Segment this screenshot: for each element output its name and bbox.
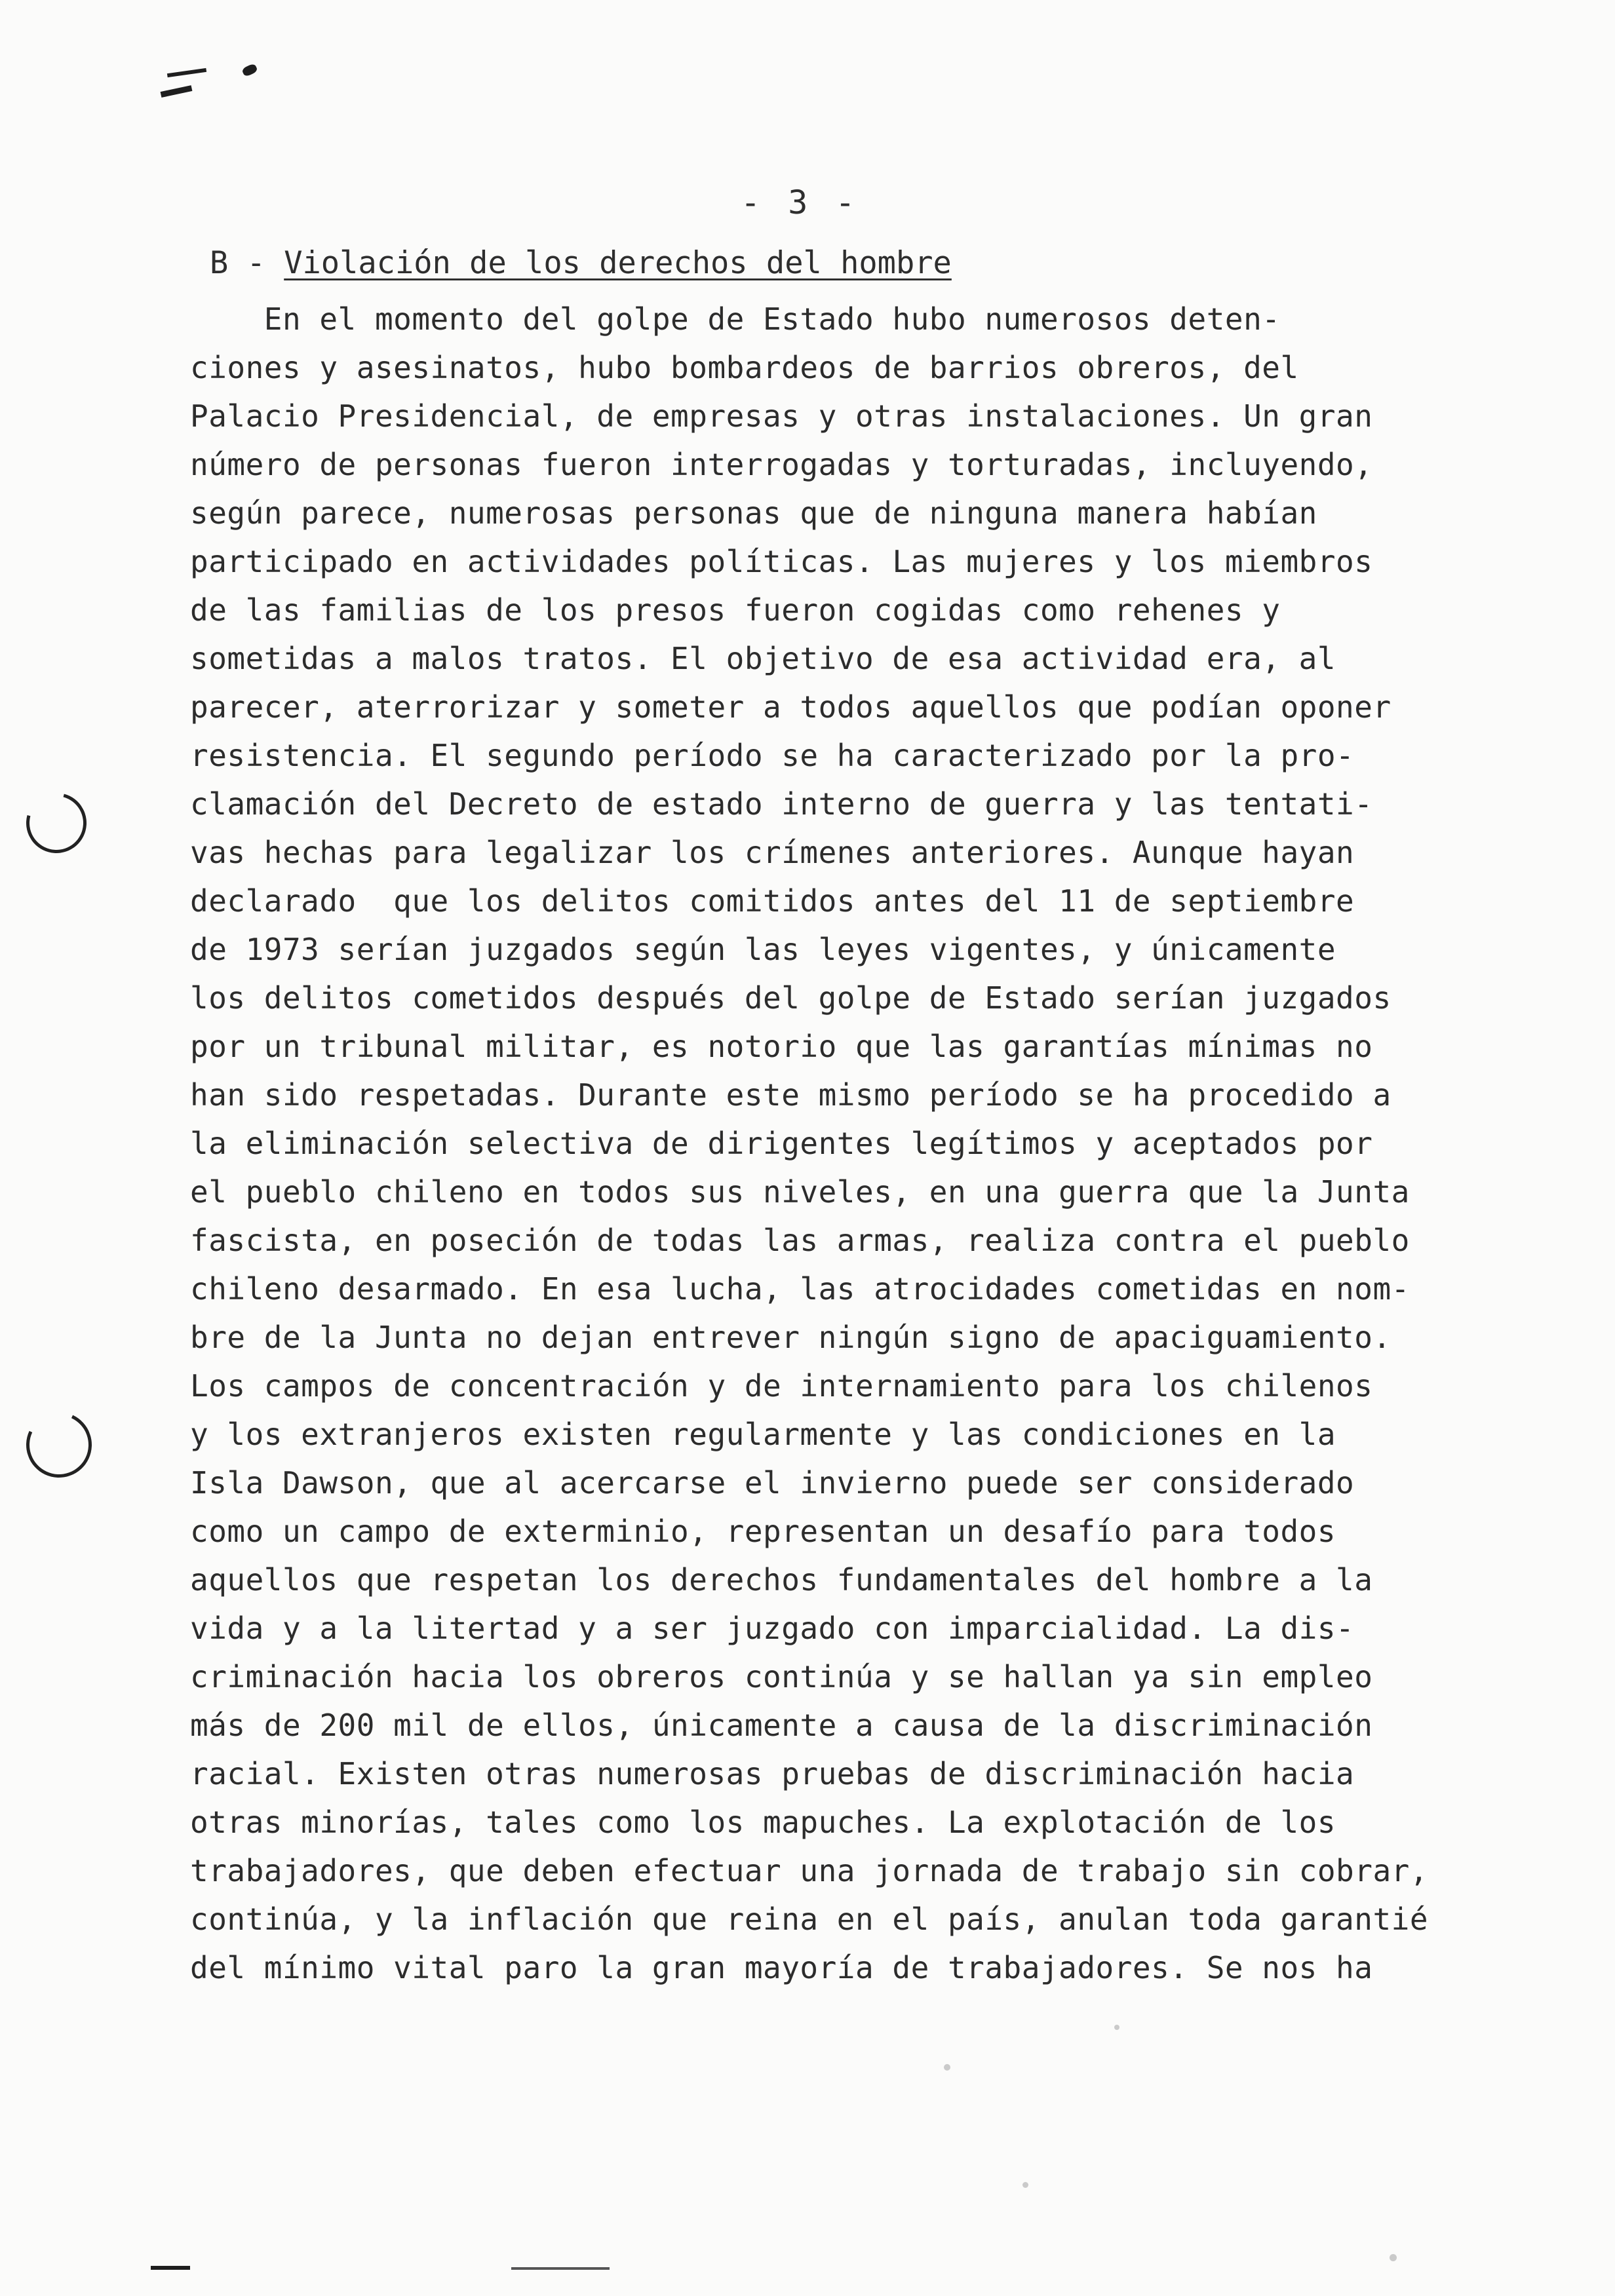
text-line: chileno desarmado. En esa lucha, las atrocidades cometidas en nom- (190, 1271, 1410, 1307)
text-line: el pueblo chileno en todos sus niveles, en una guerra que la Junta (190, 1174, 1410, 1210)
scan-speck (1114, 2025, 1119, 2030)
text-line: por un tribunal militar, es notorio que las garantías mínimas no (190, 1029, 1373, 1064)
scan-speck (1022, 2182, 1028, 2188)
text-line: vida y a la litertad y a ser juzgado con imparcialidad. La dis- (190, 1611, 1355, 1646)
section-heading (210, 245, 952, 281)
text-line: fascista, en poseción de todas las armas, realiza contra el pueblo (190, 1223, 1410, 1258)
text-line: los delitos cometidos después del golpe de Estado serían juzgados (190, 980, 1391, 1016)
section-letter: B - (210, 245, 284, 281)
scan-mark-bottom-left (151, 2266, 190, 2270)
text-line: más de 200 mil de ellos, únicamente a causa de la discriminación (190, 1708, 1373, 1743)
text-line: y los extranjeros existen regularmente y las condiciones en la (190, 1417, 1336, 1452)
text-line: la eliminación selectiva de dirigentes legítimos y aceptados por (190, 1126, 1373, 1161)
punch-hole-upper (15, 782, 98, 864)
section-title: Violación de los derechos del hombre (284, 245, 952, 281)
text-line: clamación del Decreto de estado interno de guerra y las tentati- (190, 786, 1373, 822)
text-line: parecer, aterrorizar y someter a todos aquellos que podían oponer (190, 689, 1391, 725)
text-line: otras minorías, tales como los mapuches. La explotación de los (190, 1805, 1336, 1840)
text-line: del mínimo vital paro la gran mayoría de trabajadores. Se nos ha (190, 1950, 1373, 1985)
text-line: resistencia. El segundo período se ha caracterizado por la pro- (190, 738, 1355, 773)
text-line: número de personas fueron interrogadas y torturadas, incluyendo, (190, 447, 1373, 482)
text-line: Isla Dawson, que al acercarse el invierno puede ser considerado (190, 1465, 1355, 1501)
text-line: de 1973 serían juzgados según las leyes vigentes, y únicamente (190, 932, 1336, 967)
text-line: racial. Existen otras numerosas pruebas de discriminación hacia (190, 1756, 1355, 1791)
text-line: como un campo de exterminio, representan un desafío para todos (190, 1514, 1336, 1549)
text-line: sometidas a malos tratos. El objetivo de esa actividad era, al (190, 641, 1336, 676)
scan-mark-bottom-center (511, 2267, 610, 2270)
text-line: Palacio Presidencial, de empresas y otras instalaciones. Un gran (190, 398, 1373, 434)
text-line: han sido respetadas. Durante este mismo período se ha procedido a (190, 1077, 1391, 1113)
scan-speck (1390, 2254, 1397, 2261)
text-line: de las familias de los presos fueron cogidas como rehenes y (190, 592, 1281, 628)
text-line: Los campos de concentración y de internamiento para los chilenos (190, 1368, 1373, 1404)
text-line: continúa, y la inflación que reina en el país, anulan toda garantié (190, 1902, 1429, 1937)
text-line: bre de la Junta no dejan entrever ningún signo de apaciguamiento. (190, 1320, 1391, 1355)
page-number: - 3 - (741, 183, 859, 221)
scan-speck (944, 2064, 950, 2071)
text-line: declarado que los delitos comitidos antes del 11 de septiembre (190, 883, 1355, 919)
text-line: ciones y asesinatos, hubo bombardeos de barrios obreros, del (190, 350, 1299, 385)
text-line: criminación hacia los obreros continúa y se hallan ya sin empleo (190, 1659, 1373, 1694)
scan-mark-top-left-2 (161, 85, 193, 98)
text-line: según parece, numerosas personas que de ninguna manera habían (190, 495, 1317, 531)
scan-mark-top-left (167, 68, 206, 77)
text-line: participado en actividades políticas. Las mujeres y los miembros (190, 544, 1373, 579)
punch-hole-lower (17, 1403, 101, 1487)
text-line: trabajadores, que deben efectuar una jornada de trabajo sin cobrar, (190, 1853, 1429, 1888)
text-line: aquellos que respetan los derechos fundamentales del hombre a la (190, 1562, 1373, 1598)
scan-mark-top-left-3 (241, 63, 258, 77)
text-line: En el momento del golpe de Estado hubo numerosos deten- (190, 301, 1281, 337)
text-line: vas hechas para legalizar los crímenes anteriores. Aunque hayan (190, 835, 1355, 870)
